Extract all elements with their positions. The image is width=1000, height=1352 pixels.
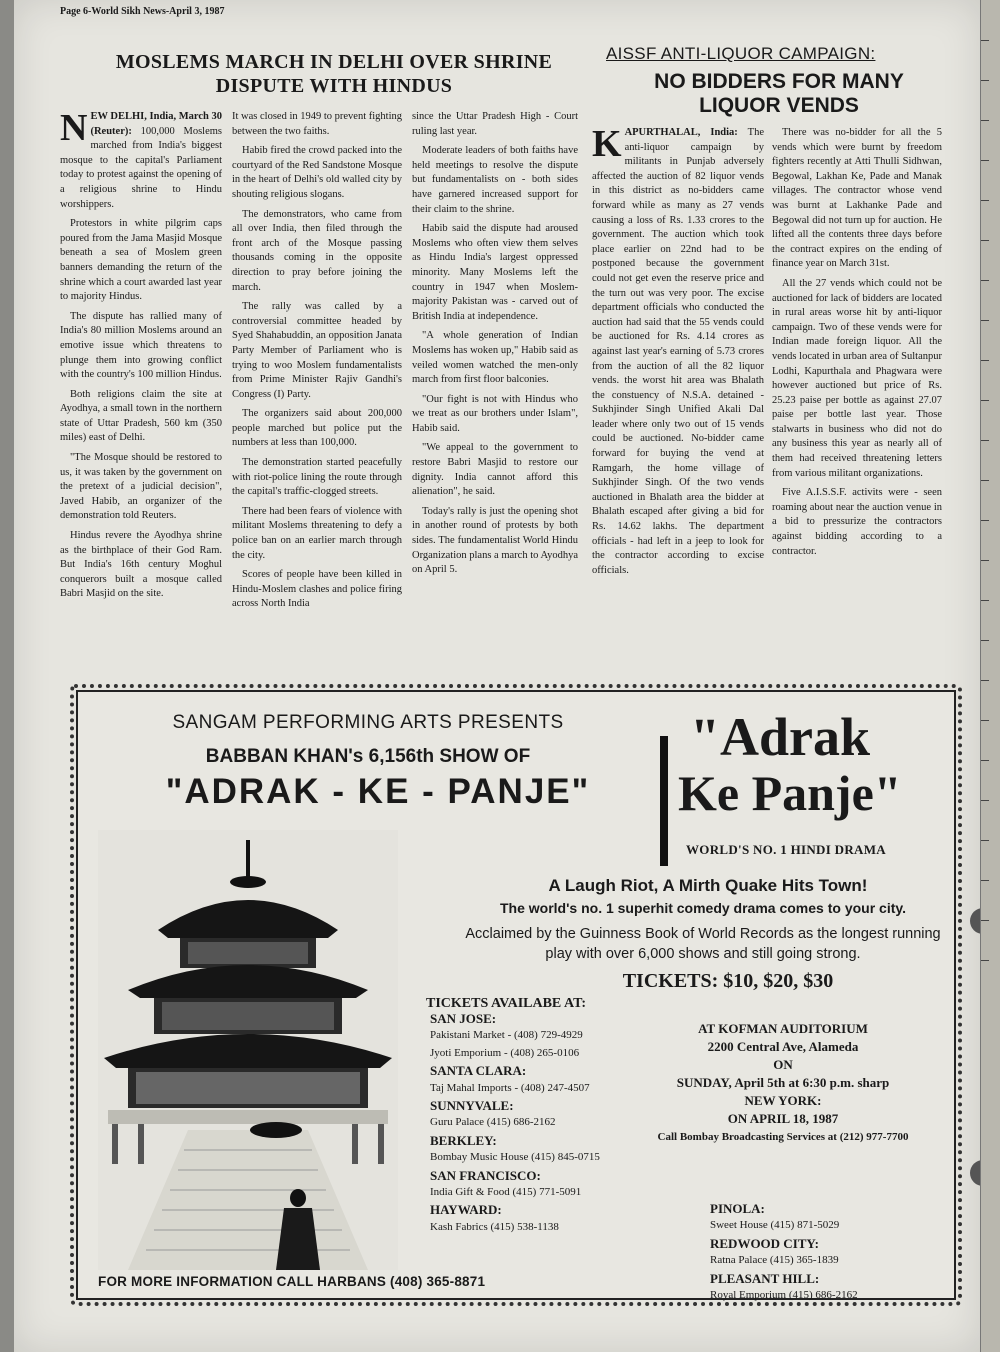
logo-tagline: WORLD'S NO. 1 HINDI DRAMA: [686, 842, 886, 857]
venue-name: AT KOFMAN AUDITORIUM: [698, 1021, 868, 1036]
article1-col3-p6: Today's rally is just the opening shot in another round of protests by both sides. The fundamentalist World Hindu Organization plans a march to Ayodhya on April 5.: [412, 505, 578, 576]
venue-block: [638, 1020, 928, 1146]
article1-col2-p7: Scores of people have been killed in Hindu-Moslem clashes and police firing across North India: [232, 569, 402, 610]
article2-col2-p0: There was no-bidder for all the 5 vends which were burnt by freedom fighters recently at Atti Thulli Sidhwan, Begowal, Lakhan Ke, Pade and Manak villages. The contractor whose vend was burnt at Lakhanke Pade and Begowal did not turn up for auction. He lifted all the contents three days before the contract expires on the ending of finance year on March 31st.: [772, 127, 942, 270]
article1-col2-p5: The demonstration started peacefully with riot-police lining the route through the capital's traffic-clogged streets.: [232, 457, 402, 498]
article1-col2-p3: The rally was called by a controversial committee headed by Syed Shahabuddin, an opposition Janata Party Member of Parliament who is trying to woo Moslem fundamentalists from Prime Minister Rajiv Gandhi's Congress (I) Party.: [232, 301, 402, 400]
ad-tickets: TICKETS: $10, $20, $30: [622, 970, 834, 992]
article1-col3-p2: Habib said the dispute had aroused Moslems who often view them selves as Hindu India's largest oppressed minority. Many Moslems left the country in 1947 when Moslem-majority Pakistan was - carved out of British India at independence.: [412, 223, 578, 322]
logo-line1: "Adrak: [690, 707, 871, 767]
article1-col2-p4: The organizers said about 200,000 people marched but police put the numbers at less than 100,000.: [232, 408, 402, 449]
outlet-city: SAN FRANCISCO:: [430, 1167, 541, 1183]
outlet-city: PINOLA:: [710, 1201, 765, 1216]
article1-col1-p5: Hindus revere the Ayodhya shrine as the birthplace of their God Ram. But India's 16th century Moghul conquerors built a mosque called Babri Masjid on the site.: [60, 530, 222, 600]
ad-show: BABBAN KHAN's 6,156th SHOW OF: [205, 746, 531, 767]
ad-tickets-available: TICKETS AVAILABE AT:: [426, 996, 587, 1011]
venue-address: 2200 Central Ave, Alameda: [707, 1039, 859, 1054]
article2-col2-p1: All the 27 vends which could not be auctioned for lack of bidders are located in rural areas worse hit by anti-liquor campaign. Two of these vends were for Indian made foreign liquor. All the vends located in urban area of Sultanpur Lodhi, Kapurthala and Phagwara were however auctioned but price of Rs. 25.23 paise per bottle as against 27.07 paise per bottle last year. Those stalwarts in business who did not do any business this year as nearly all of them had received threatening letters from various militant organizations.: [772, 277, 942, 479]
outlet-city: HAYWARD:: [430, 1202, 502, 1218]
article1-col1-p2: The dispute has rallied many of India's 80 million Moslems around an emotive issue which threatens to plunge them into growing conflict with the country's 100 million Hindus.: [60, 310, 222, 381]
article2-col2-p2: Five A.I.S.S.F. activits were - seen roaming about near the auction venue in a bid to pressurize the contractors against bidding according to a contractor.: [772, 487, 942, 557]
article1-col3-p3: "A whole generation of Indian Moslems has woken up," Habib said as veiled women watched the men-only march from first floor balconies.: [412, 330, 578, 386]
article1-col3-p5: "We appeal to the government to restore Babri Masjid to restore our dignity. India cannot afford this alienation", he said.: [412, 442, 578, 498]
article2-col2: [772, 126, 942, 564]
outlet-shop: Guru Palace (415) 686-2162: [430, 1116, 556, 1129]
article1-col3-p4: "Our fight is not with Hindus who we treat as our brothers under Islam", Habib said.: [412, 393, 578, 434]
article1-col1: [60, 107, 222, 607]
article1-col2-p6: There had been fears of violence with militant Moslems threatening to defy a police ban on an earlier march through the city.: [232, 505, 402, 561]
article1-col3: [412, 110, 578, 583]
ad-more-info: FOR MORE INFORMATION CALL HARBANS (408) 365-8871: [98, 1274, 486, 1289]
outlet-shop: Jyoti Emporium - (408) 265-0106: [430, 1046, 580, 1059]
logo-line2: Ke Panje": [678, 765, 902, 821]
article1-col2-p2: The demonstrators, who came from all over India, then filed through the front arch of the Mosque passing thousands coming in the opposite direction to pray before joining the march.: [232, 208, 402, 293]
outlet-city: REDWOOD CITY:: [710, 1235, 819, 1251]
newspaper-page: [14, 0, 980, 1352]
article1-col3-p1: Moderate leaders of both faiths have held meetings to resolve the dispute but fundamentalists on - both sides have garnered increased support for their claim to the shrine.: [412, 145, 578, 215]
advertisement: [76, 690, 956, 1300]
ad-riot: A Laugh Riot, A Mirth Quake Hits Town!: [548, 876, 868, 895]
logo-bar: [660, 736, 668, 866]
ad-logo: [660, 706, 930, 866]
article1-col2: [232, 110, 402, 617]
ad-title: "ADRAK - KE - PANJE": [165, 772, 591, 811]
outlet-shop: Kash Fabrics (415) 538-1138: [430, 1220, 559, 1233]
outlet-shop: Sweet House (415) 871-5029: [710, 1219, 840, 1232]
outlet-shop: India Gift & Food (415) 771-5091: [430, 1186, 582, 1199]
outlet-shop: Taj Mahal Imports - (408) 247-4507: [430, 1081, 590, 1094]
venue-date: SUNDAY, April 5th at 6:30 p.m. sharp: [676, 1075, 890, 1090]
article1-col1-p4: "The Mosque should be restored to us, it was taken by the government on the pretext of a judicial decision", Javed Habib, an organizer of the demonstration told Reuters.: [60, 452, 222, 522]
outlets-left: [430, 1010, 600, 1236]
outlet-shop: Bombay Music House (415) 845-0715: [430, 1151, 600, 1164]
ad-superhit: The world's no. 1 superhit comedy drama comes to your city.: [499, 900, 907, 916]
ny-label: NEW YORK:: [744, 1093, 822, 1108]
outlet-city: SANTA CLARA:: [430, 1063, 527, 1079]
outlets-right: [710, 1200, 858, 1304]
ny-call: Call Bombay Broadcasting Services at (212) 977-7700: [657, 1131, 909, 1143]
outlet-shop: Royal Emporium (415) 686-2162: [710, 1289, 858, 1302]
ny-date: ON APRIL 18, 1987: [727, 1111, 839, 1126]
article1-col1-p3: Both religions claim the site at Ayodhya, a small town in the northern state of Uttar Pradesh, 560 km (350 miles) east of Delhi.: [60, 388, 222, 444]
article2-col1-p0: The anti-liquor campaign by militants in Punjab adversely affected the auction of 82 liquor vends in this district as no-bidders came forward while as many as 27 vends causing a loss of Rs. 1.33 crores to the government. The auction which took place earlier on 22nd had to be postponed because the government could not get even the reserve price and the turn out was very poor. The excise department officials who conducted the auction had said that the 55 vends could be auctioned for Rs. 4.14 crores as against last year's earning of 5.73 crores from the auction of all the 82 liquor vends. the worst hit area was Bhalath the constuency of N.S.A. detained - Sukhjinder Singh Unified Akali Dal leader where only two out of 15 vends could be auctioned. No-bidder came forward for buying the vend at Ramgarh, the home village of Sukhjinder Singh. Of the two vends auctioned in Bhalath area the bidder at Bhalath escaped after giving a bid for Rs. 14.62 lakhs. The department officials - had left in a jeep to look for the contractor according to excise officials.: [592, 127, 764, 576]
ad-guinness: Acclaimed by the Guinness Book of World Records as the longest running play with over 6,000 shows and still going strong.: [465, 926, 941, 962]
article2-dateline: APURTHALAL, India:: [624, 127, 738, 138]
article1-col2-p1: Habib fired the crowd packed into the courtyard of the Red Sandstone Mosque in the heart of Delhi's old walled city by shouting religious slogans.: [232, 145, 402, 200]
article2-dropcap: K: [592, 123, 622, 165]
side-ruler: [980, 0, 1000, 1352]
article1-col1-p0: 100,000 Moslems marched from India's biggest mosque to the capital's Parliament today to protest against the opening of a religious shrine to Hindu worshippers.: [60, 125, 222, 210]
article1-col1-p1: Protestors in white pilgrim caps poured from the Jama Masjid Mosque beneath a sea of Moslem green banners demanding the return of the shrine which a court awarded last year to majority Hindus.: [60, 218, 222, 303]
outlet-city: PLEASANT HILL:: [710, 1270, 820, 1286]
temple-photo: [98, 830, 398, 1270]
outlet-city: SAN JOSE:: [430, 1011, 497, 1026]
outlet-city: BERKLEY:: [430, 1132, 497, 1148]
outlet-shop: Ratna Palace (415) 365-1839: [710, 1254, 839, 1267]
folio: Page 6-World Sikh News-April 3, 1987: [60, 6, 225, 17]
article1-headline: MOSLEMS MARCH IN DELHI OVER SHRINE DISPUTE WITH HINDUS: [115, 51, 553, 97]
article1-col3-p0: since the Uttar Pradesh High - Court ruling last year.: [412, 111, 578, 137]
article1-dateline: EW DELHI, India, March 30 (Reuter):: [90, 111, 222, 137]
article2-col1: [592, 123, 764, 578]
outlet-city: SUNNYVALE:: [430, 1098, 514, 1114]
article1-col2-p0: It was closed in 1949 to prevent fighting between the two faiths.: [232, 111, 403, 137]
ad-presents: SANGAM PERFORMING ARTS PRESENTS: [172, 712, 564, 733]
article1-dropcap: N: [60, 107, 88, 149]
outlet-shop: Pakistani Market - (408) 729-4929: [430, 1029, 583, 1042]
article2-headline: NO BIDDERS FOR MANY LIQUOR VENDS: [654, 70, 904, 117]
article2-kicker: AISSF ANTI-LIQUOR CAMPAIGN:: [606, 44, 876, 63]
venue-on: ON: [773, 1057, 793, 1072]
